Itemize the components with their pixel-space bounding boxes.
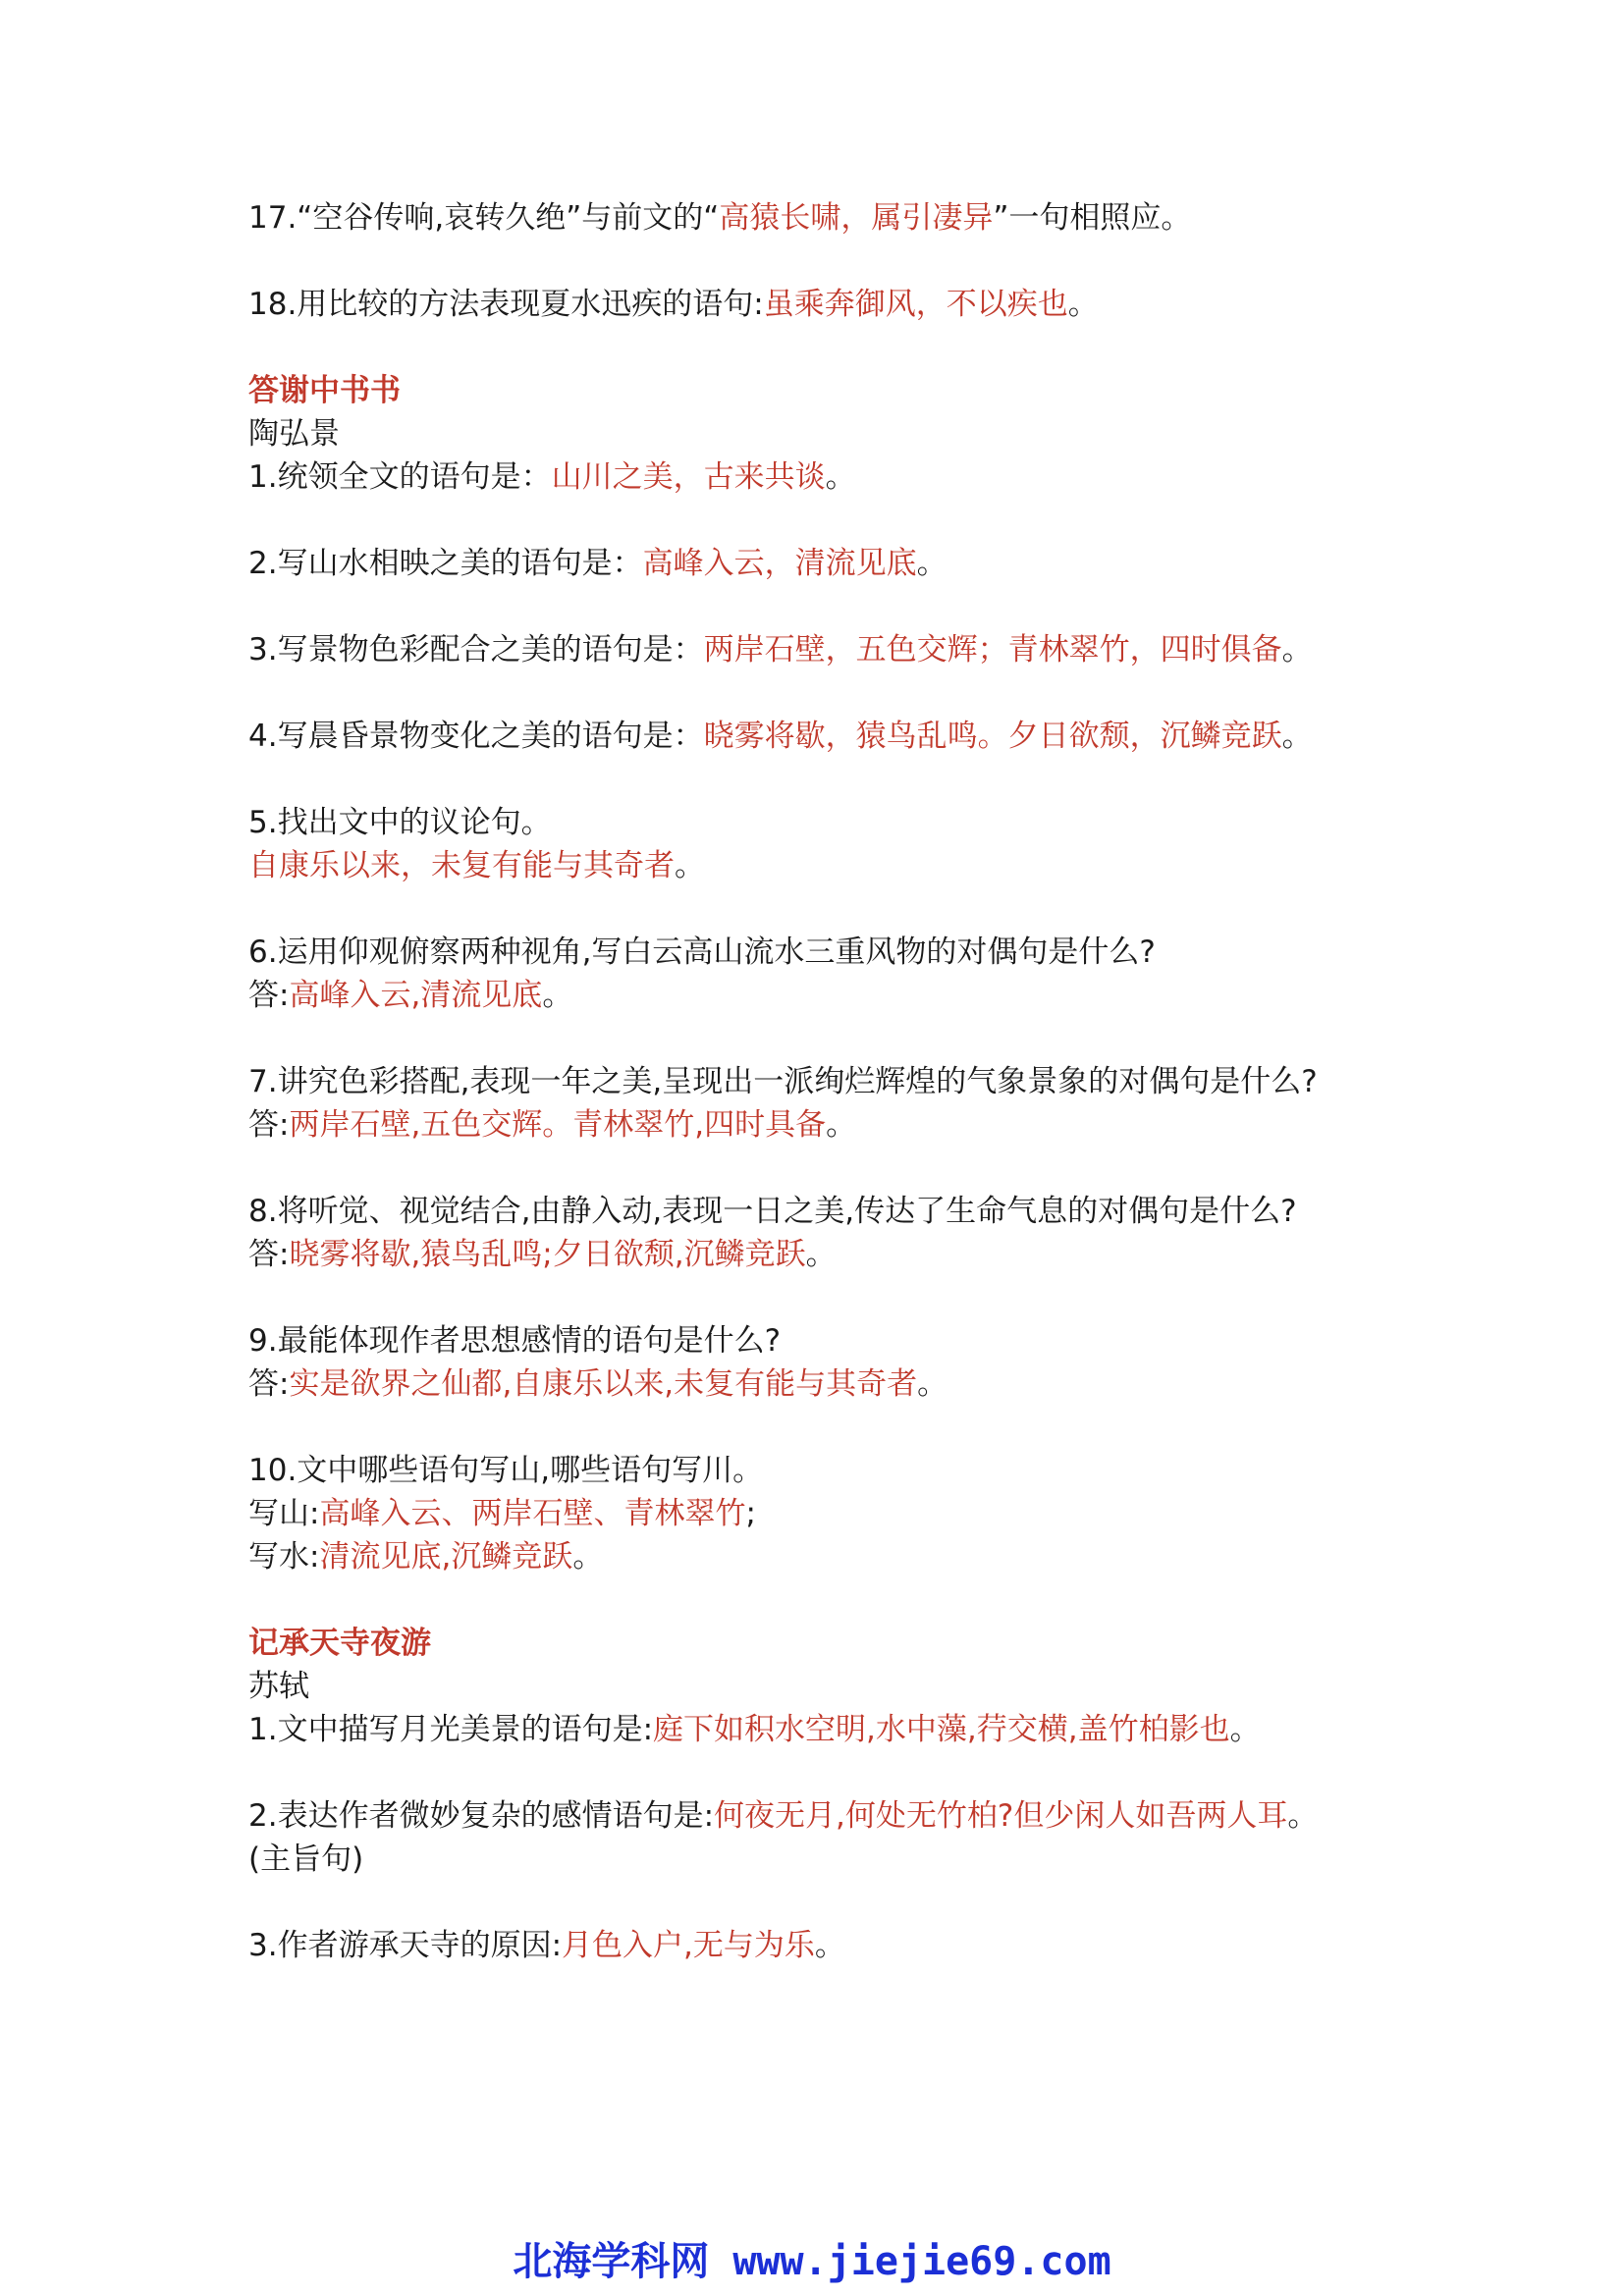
section-title-jctsyy: 记承天寺夜游	[248, 1626, 431, 1661]
document-body	[248, 196, 1407, 1967]
section-author: 苏轼	[248, 1669, 309, 1704]
answer-10-water: 写水:清流见底,沉鳞竞跃。	[248, 1539, 604, 1575]
answer-5: 自康乐以来，未复有能与其奇者。	[248, 848, 705, 883]
theme-note: (主旨句)	[248, 1842, 364, 1877]
section-title-dxzss: 答谢中书书	[248, 373, 401, 408]
question-3: 3.写景物色彩配合之美的语句是：两岸石壁，五色交辉；青林翠竹，四时俱备。	[248, 632, 1313, 667]
question-1: 1.统领全文的语句是：山川之美，古来共谈。	[248, 459, 856, 495]
footer-watermark	[0, 2230, 1624, 2286]
question-10: 10.文中哪些语句写山,哪些语句写川。	[248, 1453, 764, 1488]
answer-text: 何夜无月,何处无竹柏?但少闲人如吾两人耳	[714, 1798, 1288, 1834]
question-18: 18.用比较的方法表现夏水迅疾的语句:虽乘奔御风，不以疾也。	[248, 287, 1099, 322]
answer-10-mountain: 写山:高峰入云、两岸石壁、青林翠竹;	[248, 1496, 756, 1531]
answer-text: 清流见底,沉鳞竞跃	[319, 1539, 573, 1575]
answer-text: 两岸石壁，五色交辉；青林翠竹，四时俱备	[703, 632, 1282, 667]
answer-text: 月色入户,无与为乐	[562, 1928, 815, 1963]
answer-text: 高猿长啸，属引凄异	[719, 200, 994, 236]
question-2: 2.写山水相映之美的语句是：高峰入云，清流见底。	[248, 546, 947, 581]
question-5: 5.找出文中的议论句。	[248, 805, 552, 840]
answer-text: 实是欲界之仙都,自康乐以来,未复有能与其奇者	[289, 1366, 918, 1402]
question-1: 1.文中描写月光美景的语句是:庭下如积水空明,水中藻,荇交横,盖竹柏影也。	[248, 1712, 1261, 1747]
question-4: 4.写晨昏景物变化之美的语句是：晓雾将歇，猿鸟乱鸣。夕日欲颓，沉鳞竞跃。	[248, 719, 1313, 754]
answer-text: 晓雾将歇，猿鸟乱鸣。夕日欲颓，沉鳞竞跃	[703, 719, 1282, 754]
question-2: 2.表达作者微妙复杂的感情语句是:何夜无月,何处无竹柏?但少闲人如吾两人耳。	[248, 1798, 1319, 1834]
question-3: 3.作者游承天寺的原因:月色入户,无与为乐。	[248, 1928, 845, 1963]
question-6: 6.运用仰观俯察两种视角,写白云高山流水三重风物的对偶句是什么?	[248, 934, 1156, 970]
answer-8: 答:晓雾将歇,猿鸟乱鸣;夕日欲颓,沉鳞竞跃。	[248, 1237, 837, 1272]
question-17: 17.“空谷传响,哀转久绝”与前文的“高猿长啸，属引凄异”一句相照应。	[248, 200, 1192, 236]
answer-text: 庭下如积水空明,水中藻,荇交横,盖竹柏影也	[653, 1712, 1230, 1747]
question-7: 7.讲究色彩搭配,表现一年之美,呈现出一派绚烂辉煌的气象景象的对偶句是什么?	[248, 1064, 1318, 1099]
section-author: 陶弘景	[248, 416, 340, 452]
answer-text: 两岸石壁,五色交辉。青林翠竹,四时具备	[289, 1107, 827, 1143]
answer-text: 高峰入云，清流见底	[642, 546, 917, 581]
question-9: 9.最能体现作者思想感情的语句是什么?	[248, 1323, 782, 1359]
answer-6: 答:高峰入云,清流见底。	[248, 978, 573, 1013]
answer-7: 答:两岸石壁,五色交辉。青林翠竹,四时具备。	[248, 1107, 857, 1143]
answer-9: 答:实是欲界之仙都,自康乐以来,未复有能与其奇者。	[248, 1366, 948, 1402]
question-8: 8.将听觉、视觉结合,由静入动,表现一日之美,传达了生命气息的对偶句是什么?	[248, 1194, 1297, 1229]
answer-text: 高峰入云、两岸石壁、青林翠竹	[319, 1496, 746, 1531]
footer-site-name: 北海学科网	[513, 2239, 710, 2284]
answer-text: 山川之美，古来共谈	[551, 459, 826, 495]
answer-text: 晓雾将歇,猿鸟乱鸣;夕日欲颓,沉鳞竞跃	[289, 1237, 806, 1272]
answer-text: 自康乐以来，未复有能与其奇者	[248, 848, 675, 883]
answer-text: 高峰入云,清流见底	[289, 978, 543, 1013]
footer-url[interactable]: www.jiejie69.com	[732, 2239, 1111, 2284]
answer-text: 虽乘奔御风，不以疾也	[763, 287, 1068, 322]
